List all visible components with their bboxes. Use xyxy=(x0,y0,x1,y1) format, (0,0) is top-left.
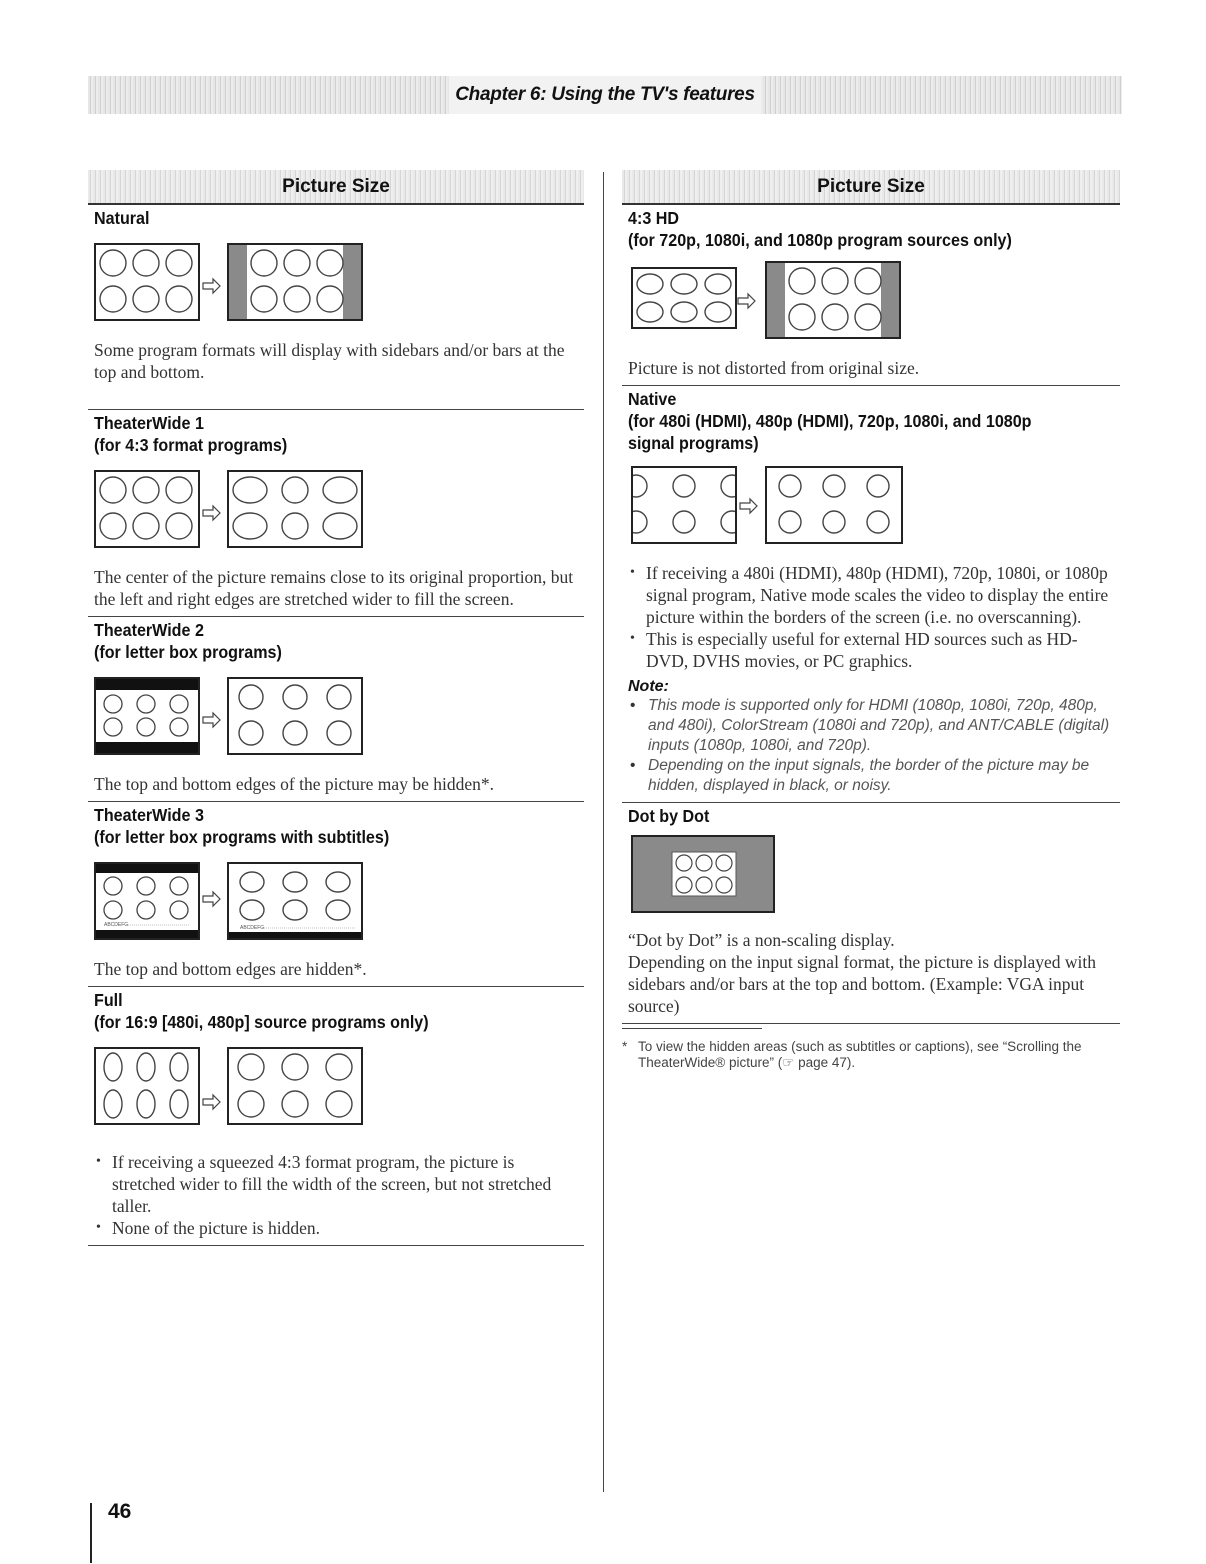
theaterwide3-subtitle: (for letter box programs with subtitles) xyxy=(94,827,390,847)
hd43-description: Picture is not distorted from original size. xyxy=(628,358,920,378)
theaterwide1-diagram xyxy=(94,470,578,552)
theaterwide1-description: The center of the picture remains close to its original proportion, but the left and right edges are stretched wider to fill the screen. xyxy=(94,567,574,609)
chapter-title: Chapter 6: Using the TV's features xyxy=(449,76,760,114)
list-item: • This is especially useful for external HD sources such as HD-DVD, DVHS movies, or PC graphics. xyxy=(628,628,1114,672)
dotbydot-diagram xyxy=(628,835,1114,917)
theaterwide3-title: TheaterWide 3 xyxy=(94,805,204,825)
left-column xyxy=(88,170,584,1246)
section-banner-right xyxy=(622,170,1120,205)
native-diagram xyxy=(628,466,1114,548)
theaterwide2-description: The top and bottom edges of the picture may be hidden*. xyxy=(94,774,494,794)
section-banner-left xyxy=(88,170,584,205)
page-number-rule xyxy=(90,1503,92,1563)
dotbydot-title: Dot by Dot xyxy=(628,806,710,826)
theaterwide1-section xyxy=(88,410,584,617)
native-title: Native xyxy=(628,389,677,409)
arrow-right-icon xyxy=(203,506,220,520)
theaterwide2-title: TheaterWide 2 xyxy=(94,620,204,640)
arrow-right-icon xyxy=(203,1095,220,1109)
full-diagram xyxy=(94,1047,578,1129)
theaterwide2-diagram xyxy=(94,677,578,759)
native-note-list xyxy=(628,696,1114,796)
native-bullet-list xyxy=(628,562,1114,672)
natural-section xyxy=(88,205,584,410)
section-banner-title: Picture Size xyxy=(817,176,925,197)
full-subtitle: (for 16:9 [480i, 480p] source programs only) xyxy=(94,1012,429,1032)
hd43-subtitle: (for 720p, 1080i, and 1080p program sources only) xyxy=(628,230,1012,250)
arrow-right-icon xyxy=(738,294,755,308)
section-banner-title: Picture Size xyxy=(282,176,390,197)
theaterwide2-subtitle: (for letter box programs) xyxy=(94,642,282,662)
column-divider xyxy=(603,172,604,1492)
chapter-banner xyxy=(88,76,1122,114)
full-title: Full xyxy=(94,990,123,1010)
diagram-subtitle-text-right: ABCDEFG xyxy=(240,925,265,931)
theaterwide1-title: TheaterWide 1 xyxy=(94,413,204,433)
theaterwide3-description: The top and bottom edges are hidden*. xyxy=(94,959,367,979)
native-subtitle-line2: signal programs) xyxy=(628,433,759,453)
natural-title: Natural xyxy=(94,208,150,228)
theaterwide3-section xyxy=(88,802,584,987)
footnote xyxy=(622,1039,1120,1071)
list-item: • None of the picture is hidden. xyxy=(94,1217,578,1239)
full-bullet-list xyxy=(94,1151,578,1239)
dotbydot-description-2: Depending on the input signal format, the picture is displayed with sidebars and/or bars at the top and bottom. (Example: VGA input source) xyxy=(628,952,1097,1016)
note-title: Note: xyxy=(628,678,669,695)
arrow-right-icon xyxy=(203,892,220,906)
list-item: • Depending on the input signals, the border of the picture may be hidden, displayed in black, or noisy. xyxy=(628,756,1114,796)
hd43-diagram xyxy=(628,261,1114,343)
diagram-subtitle-text-left: ABCDEFG xyxy=(104,922,129,928)
footnote-rule xyxy=(622,1028,762,1029)
arrow-right-icon xyxy=(203,279,220,293)
natural-description: Some program formats will display with sidebars and/or bars at the top and bottom. xyxy=(94,340,565,382)
list-item: • If receiving a 480i (HDMI), 480p (HDMI), 720p, 1080i, or 1080p signal program, Native mode scales the video to display the entire picture within the borders of the screen (i.e. no overscanning). xyxy=(628,562,1114,628)
hd43-title: 4:3 HD xyxy=(628,208,680,228)
native-subtitle-line1: (for 480i (HDMI), 480p (HDMI), 720p, 1080i, and 1080p xyxy=(628,411,1032,431)
page-number: 46 xyxy=(108,1500,132,1523)
footnote-text: To view the hidden areas (such as subtitles or captions), see “Scrolling the TheaterWide® picture” (☞ page 47). xyxy=(638,1039,1082,1070)
natural-diagram xyxy=(94,243,578,325)
arrow-right-icon xyxy=(203,713,220,727)
theaterwide2-section xyxy=(88,617,584,802)
list-item: • This mode is supported only for HDMI (1080p, 1080i, 720p, 480p, and 480i), ColorStream (1080i and 720p), and ANT/CABLE (digital) inputs (1080p, 1080i, and 720p). xyxy=(628,696,1114,756)
theaterwide3-diagram xyxy=(94,862,578,944)
right-column xyxy=(622,170,1120,1071)
list-item: • If receiving a squeezed 4:3 format program, the picture is stretched wider to fill the width of the screen, but not stretched taller. xyxy=(94,1151,578,1217)
hd43-section xyxy=(622,205,1120,386)
footnote-marker: * xyxy=(622,1039,628,1054)
native-section xyxy=(622,386,1120,803)
dotbydot-description-1: “Dot by Dot” is a non-scaling display. xyxy=(628,930,895,950)
dotbydot-section xyxy=(622,803,1120,1024)
full-section xyxy=(88,987,584,1246)
theaterwide1-subtitle: (for 4:3 format programs) xyxy=(94,435,288,455)
